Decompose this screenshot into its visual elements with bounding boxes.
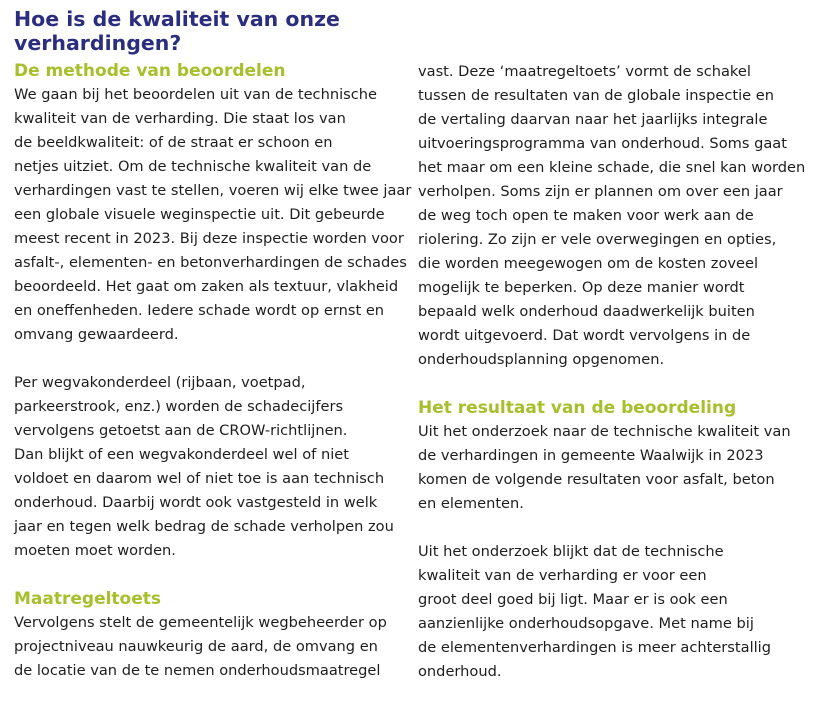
left-column [14, 59, 412, 683]
text-line: Dan blijkt of een wegvakonderdeel wel of niet [14, 446, 349, 463]
text-line: en elementen. [418, 495, 524, 512]
text-line: moeten moet worden. [14, 542, 176, 559]
text-line: de weg toch open te maken voor werk aan de [418, 207, 754, 224]
paragraph [418, 60, 813, 372]
text-line: omvang gewaardeerd. [14, 326, 179, 343]
text-line: die worden meegewogen om de kosten zoveel [418, 255, 759, 272]
text-line: beoordeeld. Het gaat om zaken als textuur, vlakheid [14, 278, 399, 295]
text-line: Uit het onderzoek blijkt dat de technische [418, 543, 724, 560]
text-line: aanzienlijke onderhoudsopgave. Met name bij [418, 615, 754, 632]
text-line: verholpen. Soms zijn er plannen om over een jaar [418, 183, 783, 200]
text-line: onderhoud. [418, 663, 502, 680]
heading-resultaat: Het resultaat van de beoordeling [418, 398, 737, 418]
heading-methode: De methode van beoordelen [14, 61, 286, 81]
text-line: jaar en tegen welk bedrag de schade verholpen zou [14, 518, 394, 535]
text-line: asfalt-, elementen- en betonverhardingen de schades [14, 254, 407, 271]
text-line: komen de volgende resultaten voor asfalt, beton [418, 471, 775, 488]
text-line: een globale visuele weginspectie uit. Dit gebeurde [14, 206, 385, 223]
text-line: de vertaling daarvan naar het jaarlijks integrale [418, 111, 768, 128]
text-line: de locatie van de te nemen onderhoudsmaatregel [14, 662, 381, 679]
text-line: de beeldkwaliteit: of de straat er schoon en [14, 134, 333, 151]
text-line: groot deel goed bij ligt. Maar er is ook een [418, 591, 728, 608]
text-line: riolering. Zo zijn er vele overwegingen en opties, [418, 231, 777, 248]
text-line: de elementenverhardingen is meer achterstallig [418, 639, 772, 656]
paragraph [14, 83, 412, 347]
paragraph [14, 371, 409, 563]
text-line: Per wegvakonderdeel (rijbaan, voetpad, [14, 374, 306, 391]
text-line: projectniveau nauwkeurig de aard, de omvang en [14, 638, 378, 655]
text-line: meest recent in 2023. Bij deze inspectie worden voor [14, 230, 404, 247]
text-line: en oneffenheden. Iedere schade wordt op ernst en [14, 302, 385, 319]
text-line: het maar om een kleine schade, die snel kan worden [418, 159, 806, 176]
text-line: onderhoudsplanning opgenomen. [418, 351, 665, 368]
text-line: wordt uitgevoerd. Dat wordt vervolgens in de [418, 327, 751, 344]
text-line: vervolgens getoetst aan de CROW-richtlijnen. [14, 422, 348, 439]
text-line: Uit het onderzoek naar de technische kwaliteit van [418, 423, 791, 440]
heading-maatregeltoets: Maatregeltoets [14, 589, 162, 609]
page-title: Hoe is de kwaliteit van onze verhardingen? [14, 7, 340, 55]
text-line: We gaan bij het beoordelen uit van de technische [14, 86, 377, 103]
right-column [418, 60, 813, 684]
text-line: bepaald welk onderhoud daadwerkelijk buiten [418, 303, 755, 320]
text-line: onderhoud. Daarbij wordt ook vastgesteld in welk [14, 494, 378, 511]
paragraph [418, 420, 813, 516]
text-line: netjes uitziet. Om de technische kwaliteit van de [14, 158, 372, 175]
text-line: kwaliteit van de verharding er voor een [418, 567, 707, 584]
text-line: de verhardingen in gemeente Waalwijk in 2023 [418, 447, 764, 464]
text-line: Vervolgens stelt de gemeentelijk wegbeheerder op [14, 614, 387, 631]
paragraph [418, 540, 813, 684]
text-line: vast. Deze ‘maatregeltoets’ vormt de schakel [418, 63, 751, 80]
text-line: verhardingen vast te stellen, voeren wij elke twee jaar [14, 182, 412, 199]
text-line: uitvoeringsprogramma van onderhoud. Soms gaat [418, 135, 787, 152]
paragraph [14, 611, 409, 683]
text-line: kwaliteit van de verharding. Die staat los van [14, 110, 346, 127]
text-line: parkeerstrook, enz.) worden de schadecijfers [14, 398, 344, 415]
text-line: tussen de resultaten van de globale inspectie en [418, 87, 775, 104]
text-line: mogelijk te beperken. Op deze manier wordt [418, 279, 745, 296]
text-line: voldoet en daarom wel of niet toe is aan technisch [14, 470, 385, 487]
